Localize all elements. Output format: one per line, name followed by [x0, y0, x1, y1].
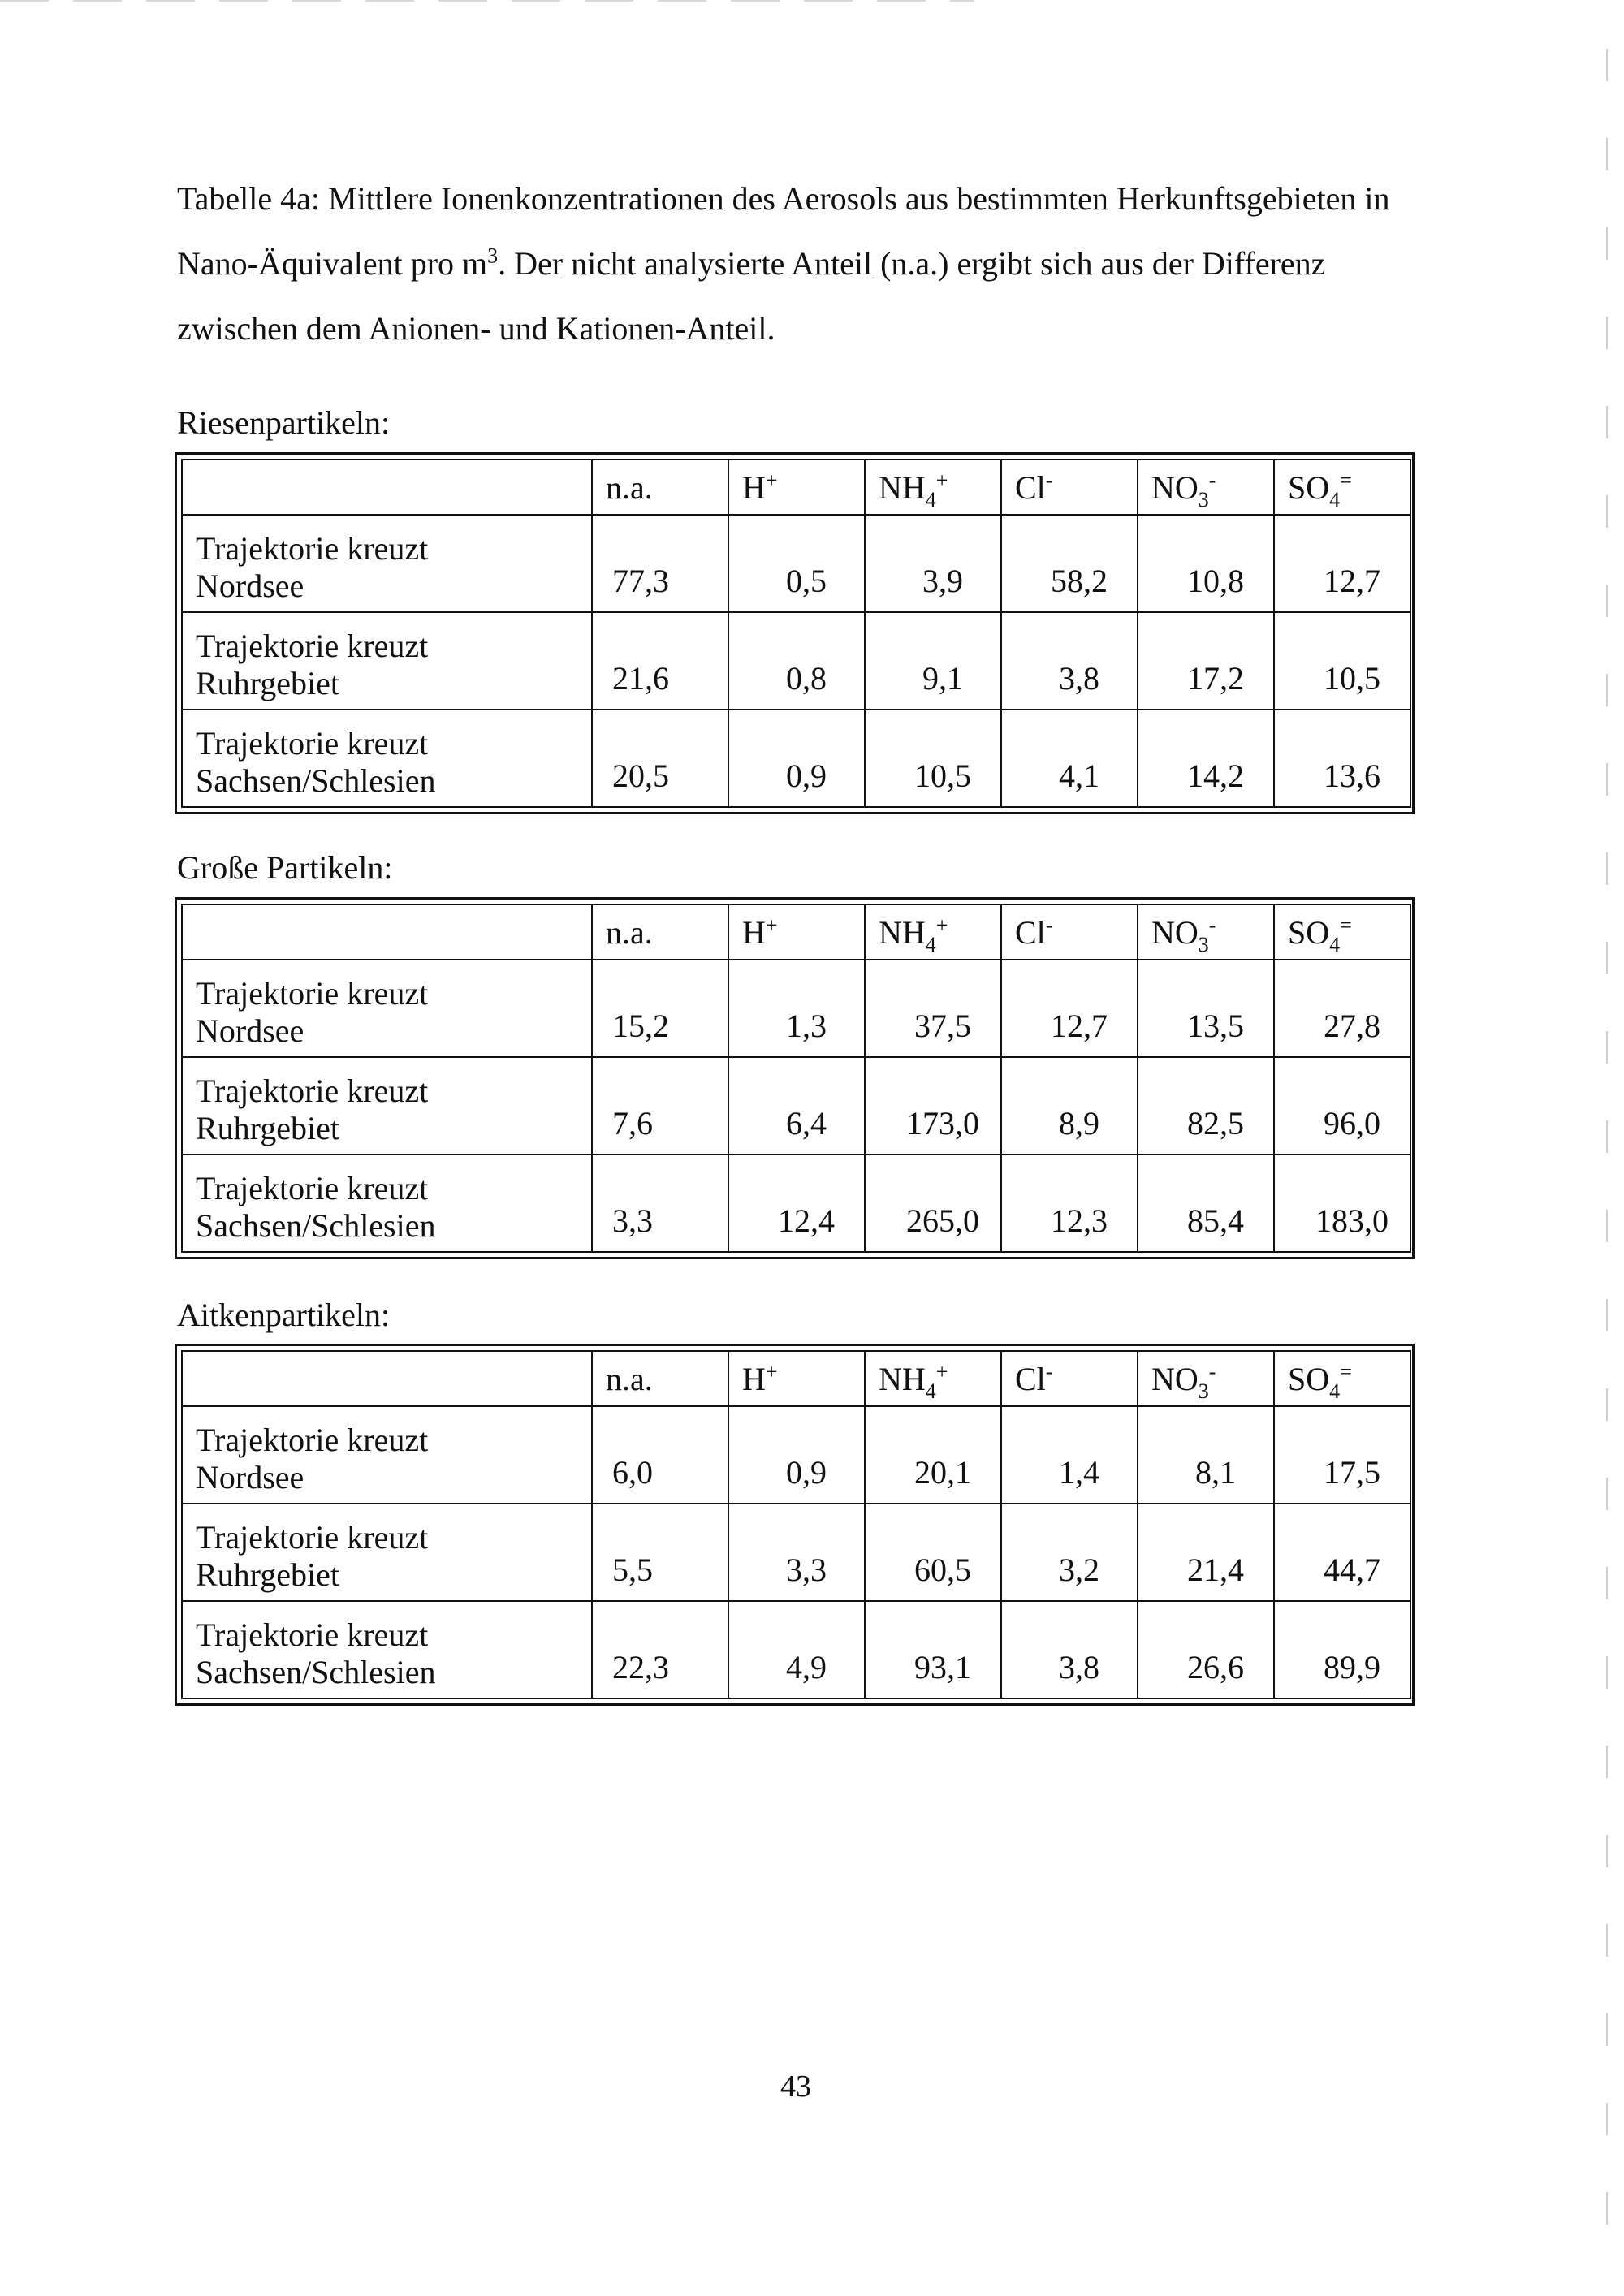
row-label: Trajektorie kreuzt Sachsen/Schlesien — [182, 710, 592, 807]
header-na: n.a. — [592, 904, 728, 960]
value-h: 12,4 — [728, 1154, 865, 1252]
header-empty — [182, 460, 592, 515]
header-empty — [182, 904, 592, 960]
caption-superscript: 3 — [487, 244, 499, 268]
value-na: 77,3 — [592, 515, 728, 612]
value-h: 0,9 — [728, 1406, 865, 1504]
header-h: H+ — [728, 904, 865, 960]
caption-text-2: . Der nicht analysierte Anteil (n.a.) ergibt sich aus der Differenz zwischen dem Anionen- und Kationen-Anteil. — [177, 245, 1326, 347]
page-number: 43 — [780, 2069, 811, 2104]
scan-edge-right — [1606, 49, 1608, 2257]
header-cl: Cl- — [1001, 1351, 1138, 1406]
header-na: n.a. — [592, 1351, 728, 1406]
value-nh4: 265,0 — [865, 1154, 1001, 1252]
table-row — [182, 960, 1410, 1057]
ion-table — [181, 1350, 1411, 1699]
table-aitkenpartikeln — [175, 1344, 1415, 1706]
value-so4: 27,8 — [1274, 960, 1410, 1057]
value-so4: 12,7 — [1274, 515, 1410, 612]
section-label-grosse-partikeln: Große Partikeln: — [177, 849, 393, 886]
header-cl: Cl- — [1001, 904, 1138, 960]
header-nh4: $NH_4^+$ — [865, 460, 1001, 515]
value-cl: 1,4 — [1001, 1406, 1138, 1504]
table-row — [182, 515, 1410, 612]
ion-table — [181, 459, 1411, 808]
header-so4: $SO_4^=$ — [1274, 904, 1410, 960]
table-riesenpartikeln — [175, 452, 1415, 814]
value-na: 3,3 — [592, 1154, 728, 1252]
value-nh4: 93,1 — [865, 1601, 1001, 1698]
value-na: 22,3 — [592, 1601, 728, 1698]
value-h: 4,9 — [728, 1601, 865, 1698]
value-h: 1,3 — [728, 960, 865, 1057]
row-label: Trajektorie kreuzt Nordsee — [182, 960, 592, 1057]
value-cl: 8,9 — [1001, 1057, 1138, 1154]
header-so4: $SO_4^=$ — [1274, 1351, 1410, 1406]
value-h: 3,3 — [728, 1504, 865, 1601]
header-h: H+ — [728, 1351, 865, 1406]
value-no3: 26,6 — [1138, 1601, 1274, 1698]
row-label: Trajektorie kreuzt Ruhrgebiet — [182, 612, 592, 710]
header-no3: $NO_3^-$ — [1138, 1351, 1274, 1406]
row-label: Trajektorie kreuzt Sachsen/Schlesien — [182, 1601, 592, 1698]
value-so4: 17,5 — [1274, 1406, 1410, 1504]
value-no3: 85,4 — [1138, 1154, 1274, 1252]
header-h: H+ — [728, 460, 865, 515]
scan-edge-top — [0, 0, 974, 2]
value-cl: 3,8 — [1001, 612, 1138, 710]
header-row — [182, 460, 1410, 515]
value-h: 0,8 — [728, 612, 865, 710]
value-na: 20,5 — [592, 710, 728, 807]
value-so4: 10,5 — [1274, 612, 1410, 710]
row-label: Trajektorie kreuzt Nordsee — [182, 515, 592, 612]
value-cl: 3,8 — [1001, 1601, 1138, 1698]
value-na: 7,6 — [592, 1057, 728, 1154]
header-row — [182, 1351, 1410, 1406]
table-row — [182, 1406, 1410, 1504]
value-nh4: 37,5 — [865, 960, 1001, 1057]
value-no3: 21,4 — [1138, 1504, 1274, 1601]
value-cl: 3,2 — [1001, 1504, 1138, 1601]
value-cl: 4,1 — [1001, 710, 1138, 807]
value-so4: 13,6 — [1274, 710, 1410, 807]
value-no3: 10,8 — [1138, 515, 1274, 612]
value-no3: 17,2 — [1138, 612, 1274, 710]
value-nh4: 173,0 — [865, 1057, 1001, 1154]
value-no3: 8,1 — [1138, 1406, 1274, 1504]
value-so4: 89,9 — [1274, 1601, 1410, 1698]
value-cl: 12,3 — [1001, 1154, 1138, 1252]
value-so4: 96,0 — [1274, 1057, 1410, 1154]
value-no3: 82,5 — [1138, 1057, 1274, 1154]
table-row — [182, 612, 1410, 710]
value-nh4: 10,5 — [865, 710, 1001, 807]
table-row — [182, 1601, 1410, 1698]
ion-table — [181, 904, 1411, 1253]
row-label: Trajektorie kreuzt Nordsee — [182, 1406, 592, 1504]
value-nh4: 60,5 — [865, 1504, 1001, 1601]
caption-text-1: Tabelle 4a: Mittlere Ionenkonzentrationen des Aerosols aus bestimmten Herkunftsgebieten in Nano-Äquivalent pro m — [177, 180, 1390, 282]
value-na: 21,6 — [592, 612, 728, 710]
value-h: 6,4 — [728, 1057, 865, 1154]
row-label: Trajektorie kreuzt Ruhrgebiet — [182, 1504, 592, 1601]
table-row — [182, 710, 1410, 807]
value-h: 0,9 — [728, 710, 865, 807]
header-row — [182, 904, 1410, 960]
value-nh4: 3,9 — [865, 515, 1001, 612]
value-h: 0,5 — [728, 515, 865, 612]
header-na: n.a. — [592, 460, 728, 515]
value-nh4: 20,1 — [865, 1406, 1001, 1504]
value-nh4: 9,1 — [865, 612, 1001, 710]
header-nh4: $NH_4^+$ — [865, 904, 1001, 960]
value-na: 15,2 — [592, 960, 728, 1057]
table-caption — [177, 166, 1444, 361]
header-empty — [182, 1351, 592, 1406]
header-no3: $NO_3^-$ — [1138, 904, 1274, 960]
value-no3: 14,2 — [1138, 710, 1274, 807]
section-label-riesenpartikeln: Riesenpartikeln: — [177, 404, 391, 441]
header-nh4: $NH_4^+$ — [865, 1351, 1001, 1406]
section-label-aitkenpartikeln: Aitkenpartikeln: — [177, 1297, 391, 1333]
table-grosse-partikeln — [175, 897, 1415, 1259]
row-label: Trajektorie kreuzt Sachsen/Schlesien — [182, 1154, 592, 1252]
header-cl: Cl- — [1001, 460, 1138, 515]
value-na: 5,5 — [592, 1504, 728, 1601]
table-row — [182, 1154, 1410, 1252]
value-no3: 13,5 — [1138, 960, 1274, 1057]
header-no3: $NO_3^-$ — [1138, 460, 1274, 515]
header-so4: $SO_4^=$ — [1274, 460, 1410, 515]
row-label: Trajektorie kreuzt Ruhrgebiet — [182, 1057, 592, 1154]
value-cl: 12,7 — [1001, 960, 1138, 1057]
value-so4: 44,7 — [1274, 1504, 1410, 1601]
value-so4: 183,0 — [1274, 1154, 1410, 1252]
value-cl: 58,2 — [1001, 515, 1138, 612]
value-na: 6,0 — [592, 1406, 728, 1504]
table-row — [182, 1504, 1410, 1601]
table-row — [182, 1057, 1410, 1154]
